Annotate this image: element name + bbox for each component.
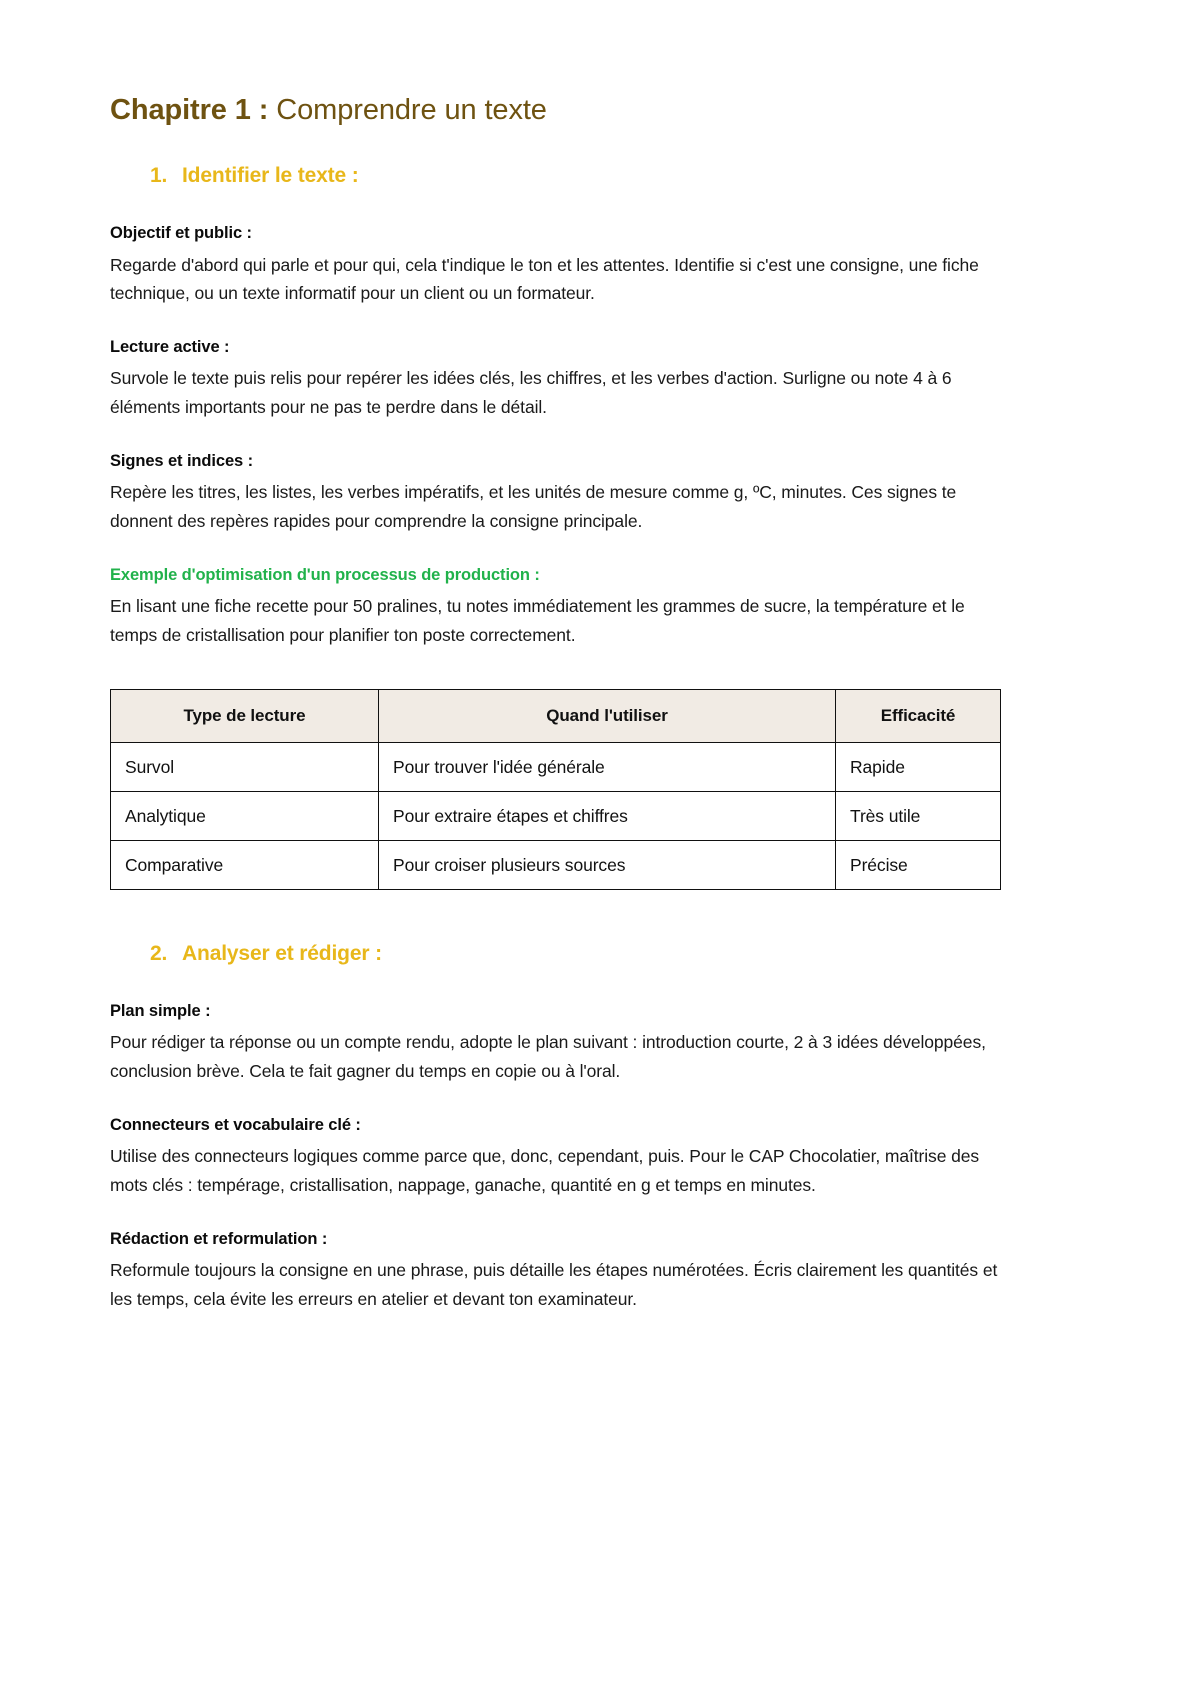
section-1-heading <box>110 164 1090 188</box>
table-cell: Pour croiser plusieurs sources <box>379 841 836 890</box>
block-title: Plan simple : <box>110 1002 211 1021</box>
block-title-example: Exemple d'optimisation d'un processus de production : <box>110 566 540 585</box>
section-1 <box>110 164 1090 890</box>
table-cell: Comparative <box>111 841 379 890</box>
table-row <box>111 841 1001 890</box>
lecture-table-wrapper <box>110 689 1090 890</box>
section-1-title: Identifier le texte : <box>182 164 359 188</box>
block-exemple-optimisation <box>110 564 1090 649</box>
section-2-title: Analyser et rédiger : <box>182 942 382 966</box>
block-title: Objectif et public : <box>110 224 252 243</box>
table-row <box>111 792 1001 841</box>
chapter-label: Chapitre 1 : <box>110 94 269 126</box>
section-1-number: 1. <box>150 164 168 188</box>
table-cell: Rapide <box>836 743 1001 792</box>
table-cell: Analytique <box>111 792 379 841</box>
block-title: Lecture active : <box>110 338 230 357</box>
table-cell: Très utile <box>836 792 1001 841</box>
block-body: Utilise des connecteurs logiques comme parce que, donc, cependant, puis. Pour le CAP Chocolatier, maîtrise des mots clés : tempérage, cristallisation, nappage, ganache, quantité en g et temps en minutes. <box>110 1146 980 1195</box>
table-header-cell: Quand l'utiliser <box>379 690 836 743</box>
table-header-cell: Type de lecture <box>111 690 379 743</box>
block-objectif-et-public <box>110 222 1090 307</box>
table-cell: Pour extraire étapes et chiffres <box>379 792 836 841</box>
block-body: Survole le texte puis relis pour repérer les idées clés, les chiffres, et les verbes d'action. Surligne ou note 4 à 6 éléments importants pour ne pas te perdre dans le détail. <box>110 368 952 417</box>
block-body: Pour rédiger ta réponse ou un compte rendu, adopte le plan suivant : introduction courte, 2 à 3 idées développées, conclusion brève. Cela te fait gagner du temps en copie ou à l'oral. <box>110 1032 986 1081</box>
table-cell: Pour trouver l'idée générale <box>379 743 836 792</box>
block-title: Rédaction et reformulation : <box>110 1229 328 1248</box>
block-redaction-reformulation <box>110 1228 1090 1313</box>
block-plan-simple <box>110 1000 1090 1085</box>
block-connecteurs-vocabulaire <box>110 1114 1090 1199</box>
section-2 <box>110 942 1090 1313</box>
block-body: Reformule toujours la consigne en une phrase, puis détaille les étapes numérotées. Écris clairement les quantités et les temps, cela évite les erreurs en atelier et devant ton examinateur. <box>110 1260 998 1309</box>
block-body: En lisant une fiche recette pour 50 pralines, tu notes immédiatement les grammes de sucre, la température et le temps de cristallisation pour planifier ton poste correctement. <box>110 596 965 645</box>
table-cell: Survol <box>111 743 379 792</box>
page-title <box>110 92 1090 128</box>
table-header-cell: Efficacité <box>836 690 1001 743</box>
block-lecture-active <box>110 336 1090 421</box>
block-signes-et-indices <box>110 450 1090 535</box>
block-title: Signes et indices : <box>110 452 253 471</box>
block-body: Regarde d'abord qui parle et pour qui, cela t'indique le ton et les attentes. Identifie si c'est une consigne, une fiche technique, ou un texte informatif pour un client ou un formateur. <box>110 254 979 303</box>
table-header-row <box>111 690 1001 743</box>
block-title: Connecteurs et vocabulaire clé : <box>110 1116 361 1135</box>
chapter-title-rest: Comprendre un texte <box>268 94 547 126</box>
block-body: Repère les titres, les listes, les verbes impératifs, et les unités de mesure comme g, ºC, minutes. Ces signes te donnent des repères rapides pour comprendre la consigne principale. <box>110 482 957 531</box>
lecture-table <box>110 689 1001 890</box>
table-row <box>111 743 1001 792</box>
table-cell: Précise <box>836 841 1001 890</box>
section-2-heading <box>110 942 1090 966</box>
section-2-number: 2. <box>150 942 168 966</box>
